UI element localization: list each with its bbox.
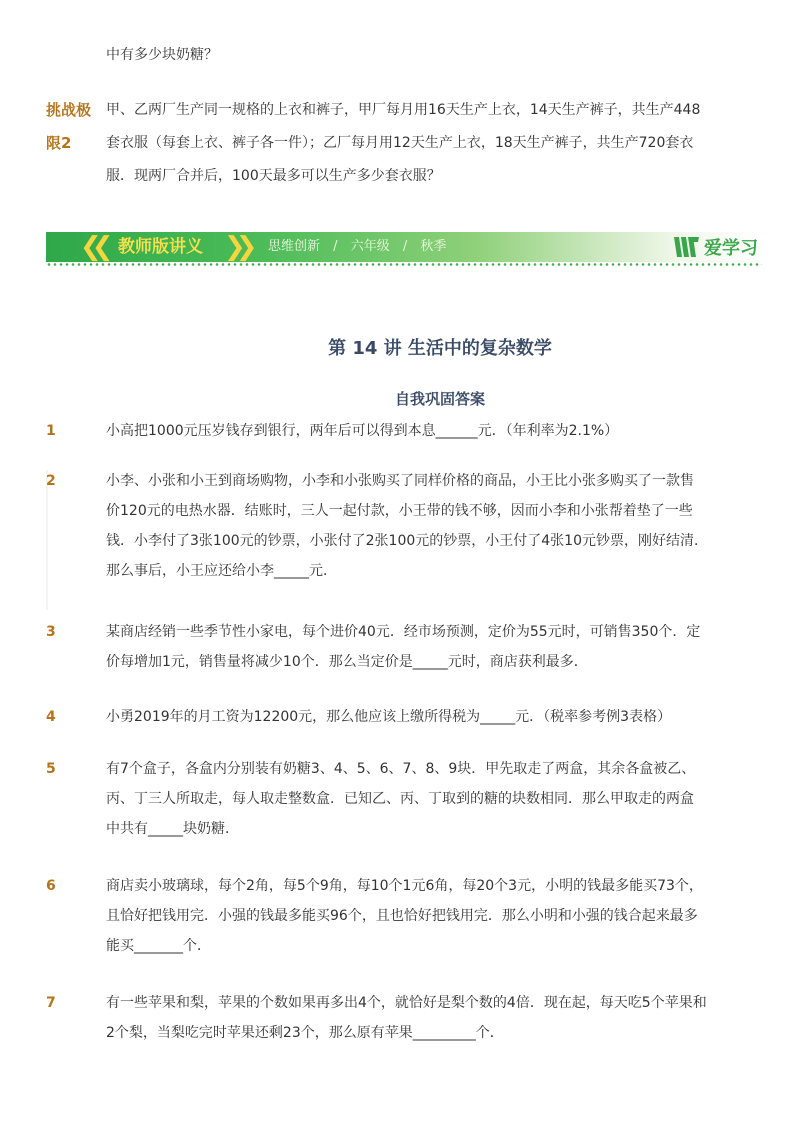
chevron-left-icon: ❮❮ bbox=[80, 232, 104, 262]
question-line: 某商店经销一些季节性小家电，每个进价40元．经市场预测，定价为55元时，可销售350个．定 bbox=[106, 624, 701, 640]
question-line: 丙、丁三人所取走，每人取走整数盒．已知乙、丙、丁取到的糖的块数相同．那么甲取走的两盒 bbox=[106, 791, 694, 807]
question-number: 3 bbox=[46, 624, 56, 640]
question-line: 小勇2019年的月工资为12200元，那么他应该上缴所得税为_____元．（税率参考例3表格） bbox=[106, 709, 672, 725]
banner-dotted-line bbox=[46, 263, 762, 266]
banner-subtitle bbox=[268, 232, 446, 262]
question-line: 2个梨，当梨吃完时苹果还剩23个，那么原有苹果_________个． bbox=[106, 1025, 504, 1041]
brand-logo-icon bbox=[672, 234, 700, 260]
section-title-text: 自我巩固答案 bbox=[394, 390, 485, 408]
question-number: 4 bbox=[46, 709, 56, 725]
question-text bbox=[106, 871, 724, 961]
question-line: 小李、小张和小王到商场购物，小李和小张购买了同样价格的商品，小王比小张多购买了一款售 bbox=[106, 473, 694, 489]
question-line: 价每增加1元，销售量将减少10个．那么当定价是_____元时，商店获利最多． bbox=[106, 654, 588, 670]
banner-title: 教师版讲义 bbox=[118, 237, 203, 257]
question-line: 能买_______个． bbox=[106, 938, 211, 954]
challenge-label-line2: 限2 bbox=[46, 134, 72, 152]
question-line: 那么事后，小王应还给小李_____元． bbox=[106, 563, 337, 579]
brand-name: 爱学习 bbox=[704, 238, 758, 259]
banner-sub-season: 秋季 bbox=[420, 239, 447, 254]
challenge-line: 套衣服（每套上衣、裤子各一件）；乙厂每月用12天生产上衣，18天生产裤子，共生产720套衣 bbox=[106, 135, 694, 151]
section-title bbox=[0, 388, 800, 409]
challenge-label-line1: 挑战极 bbox=[46, 101, 92, 119]
question-line: 钱．小李付了3张100元的钞票，小张付了2张100元的钞票，小王付了4张10元钞票，刚好结清． bbox=[106, 533, 708, 549]
question-text bbox=[106, 416, 724, 446]
question-text bbox=[106, 617, 724, 677]
question-number: 7 bbox=[46, 995, 56, 1011]
banner-sub-grade: 六年级 bbox=[350, 239, 390, 254]
lecture-title bbox=[0, 334, 800, 360]
question-number: 1 bbox=[46, 423, 56, 439]
question-line: 有一些苹果和梨，苹果的个数如果再多出4个，就恰好是梨个数的4倍．现在起，每天吃5个苹果和 bbox=[106, 995, 707, 1011]
banner-sub-separator: / bbox=[402, 239, 408, 254]
challenge-problem bbox=[106, 94, 746, 193]
challenge-line: 甲、乙两厂生产同一规格的上衣和裤子，甲厂每月用16天生产上衣，14天生产裤子，共生产448 bbox=[106, 102, 701, 118]
question-line: 价120元的电热水器．结账时，三人一起付款，小王带的钱不够，因而小李和小张帮着垫了一些 bbox=[106, 503, 693, 519]
challenge-line: 服．现两厂合并后，100天最多可以生产多少套衣服？ bbox=[106, 168, 441, 184]
question-text bbox=[106, 466, 724, 586]
question-number: 5 bbox=[46, 761, 56, 777]
brand bbox=[672, 232, 758, 262]
banner-sub-subject: 思维创新 bbox=[268, 239, 321, 254]
question-text bbox=[106, 754, 724, 844]
question-text bbox=[106, 702, 724, 732]
chevron-right-icon: ❯❯ bbox=[224, 232, 248, 262]
question-line: 中共有_____块奶糖． bbox=[106, 821, 239, 837]
question-line: 小高把1000元压岁钱存到银行，两年后可以得到本息______元．（年利率为2.1%） bbox=[106, 423, 619, 439]
lecture-title-text: 第 14 讲 生活中的复杂数学 bbox=[328, 338, 552, 359]
carried-over-text: 中有多少块奶糖？ bbox=[106, 47, 218, 63]
header-banner bbox=[46, 232, 762, 266]
question-line: 有7个盒子，各盒内分别装有奶糖3、4、5、6、7、8、9块．甲先取走了两盒，其余各盒被乙、 bbox=[106, 761, 696, 777]
banner-sub-separator: / bbox=[333, 239, 338, 254]
question-number: 2 bbox=[46, 473, 56, 489]
question-line: 且恰好把钱用完．小强的钱最多能买96个，且也恰好把钱用完．那么小明和小强的钱合起来最多 bbox=[106, 908, 698, 924]
question-line: 商店卖小玻璃球，每个2角，每5个9角，每10个1元6角，每20个3元，小明的钱最多能买73个， bbox=[106, 878, 703, 894]
question-number: 6 bbox=[46, 878, 56, 894]
question-text bbox=[106, 988, 724, 1048]
